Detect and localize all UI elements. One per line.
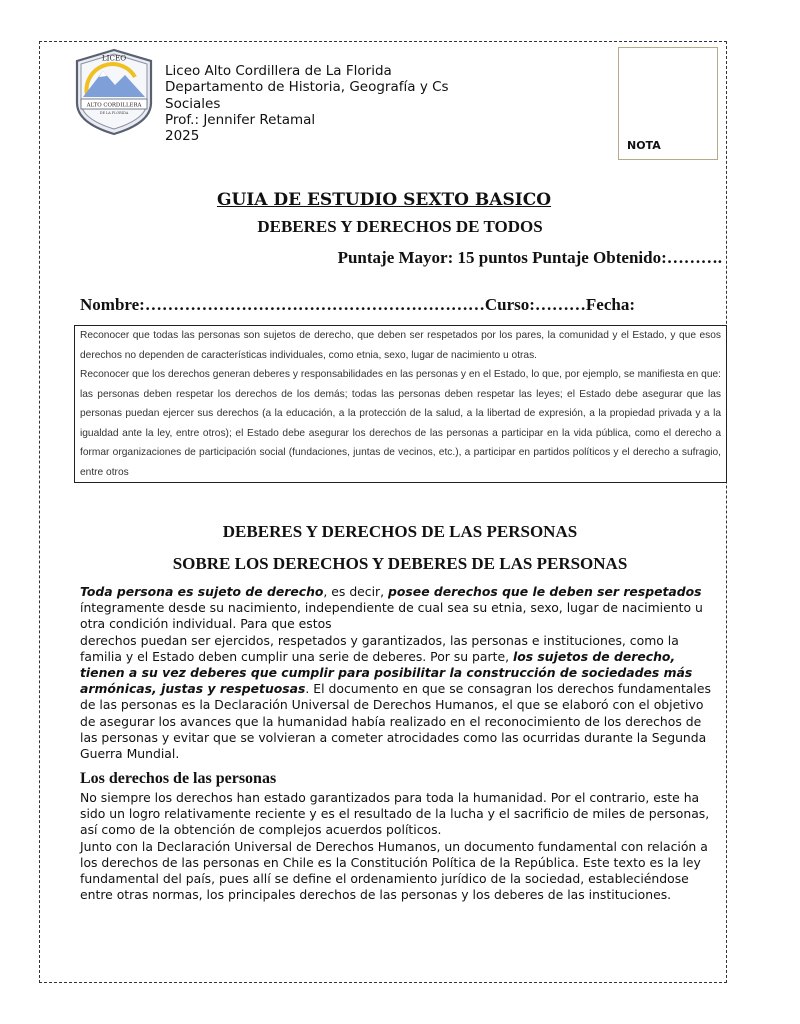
- paragraph-4: Junto con la Declaración Universal de Derechos Humanos, un documento fundamental con relación a los derechos de las personas en Chile es la Constitución Política de la República. Este texto es la ley fundamental del país, pues allí se define el ordenamiento jurídico de la sociedad, estableciéndose entre otras normas, los principales derechos de las personas y los deberes de las instituciones.: [80, 838, 708, 903]
- paragraph-1: [80, 584, 720, 633]
- rights-subheading: Los derechos de las personas: [80, 770, 277, 787]
- objective-2: Reconocer que los derechos generan deberes y responsabilidades en las personas y en el Estado, lo que, por ejemplo, se manifiesta en que: las personas deben respetar los derechos de los demás; todas las personas deben respetar las leyes; el Estado debe asegurar que las personas puedan ejercer sus derechos (a la educación, a la protección de la salud, a la libertad de expresión, a la propiedad privada y a la igualdad ante la ley, entre otros); el Estado debe asegurar los derechos de las personas a participar en la vida pública, como el derecho a formar organizaciones de participación social (fundaciones, juntas de vecinos, etc.), a participar en partidos políticos y el derecho a sufragio, entre otros: [80, 369, 721, 478]
- section-heading: DEBERES Y DERECHOS DE LAS PERSONAS: [222, 522, 578, 541]
- school-year: 2025: [165, 128, 200, 145]
- emphasis-text: posee derechos que le deben ser respetados: [388, 584, 702, 599]
- school-info: [165, 63, 475, 145]
- score-line: Puntaje Mayor: 15 puntos Puntaje Obtenido:……….: [337, 248, 722, 267]
- student-info-line: Nombre:……………………………………………………Curso:………Fecha:: [80, 295, 635, 314]
- paragraph-text: íntegramente desde su nacimiento, independiente de cual sea su etnia, sexo, lugar de nacimiento u otra condición individual. Para que estos: [80, 600, 703, 632]
- logo-small-text: DE LA FLORIDA: [99, 111, 129, 115]
- emphasis-text: los sujetos de derecho, tienen a su vez deberes que cumplir para posibilitar la construcción de sociedades más armónicas, justas y respetuosas: [80, 648, 693, 697]
- paragraph-3: No siempre los derechos han estado garantizados para toda la humanidad. Por el contrario, este ha sido un logro relativamente reciente y es el resultado de la lucha y el sacrificio de miles de personas, así como de la obtención de complejos acuerdos políticos.: [80, 790, 710, 838]
- department-name: Departamento de Historia, Geografía y Cs: [165, 79, 449, 96]
- learning-objectives-box: [74, 325, 727, 483]
- grade-label: NOTA: [627, 139, 661, 152]
- section-subheading: SOBRE LOS DERECHOS Y DEBERES DE LAS PERSONAS: [172, 554, 628, 573]
- objective-1: Reconocer que todas las personas son sujetos de derecho, que deben ser respetados por los pares, la comunidad y el Estado, y que esos derechos no dependen de características individuales, como etnia, sexo, lugar de nacimiento u otras.: [80, 330, 721, 361]
- guide-title: GUIA DE ESTUDIO SEXTO BASICO: [216, 190, 552, 210]
- rights-text: [80, 790, 720, 903]
- guide-subtitle: DEBERES Y DERECHOS DE TODOS: [257, 217, 543, 236]
- paragraph-text: . El documento en que se consagran los derechos fundamentales de las personas es la Declaración Universal de Derechos Humanos, el que se elaboró con el objetivo de asegurar los avances que la humanidad había realizado en el reconocimiento de los derechos de las personas y evitar que se volvieran a cometer atrocidades como las ocurridas durante la Segunda Guerra Mundial.: [80, 681, 711, 762]
- intro-text: [80, 584, 720, 762]
- paragraph-2: [80, 633, 720, 763]
- teacher-name: Prof.: Jennifer Retamal: [165, 111, 316, 128]
- paragraph-text: , es decir,: [323, 584, 389, 599]
- logo-top-text: LICEO: [101, 53, 127, 63]
- department-name-cont: Sociales: [165, 95, 221, 112]
- emphasis-text: Toda persona es sujeto de derecho: [80, 584, 324, 599]
- paragraph-text: derechos puedan ser ejercidos, respetados y garantizados, las personas e instituciones, como la familia y el Estado deben cumplir una serie de deberes. Por su parte,: [80, 632, 679, 664]
- school-name: Liceo Alto Cordillera de La Florida: [165, 63, 392, 79]
- school-crest-logo: [73, 47, 155, 137]
- logo-band-text: ALTO CORDILLERA: [86, 102, 142, 109]
